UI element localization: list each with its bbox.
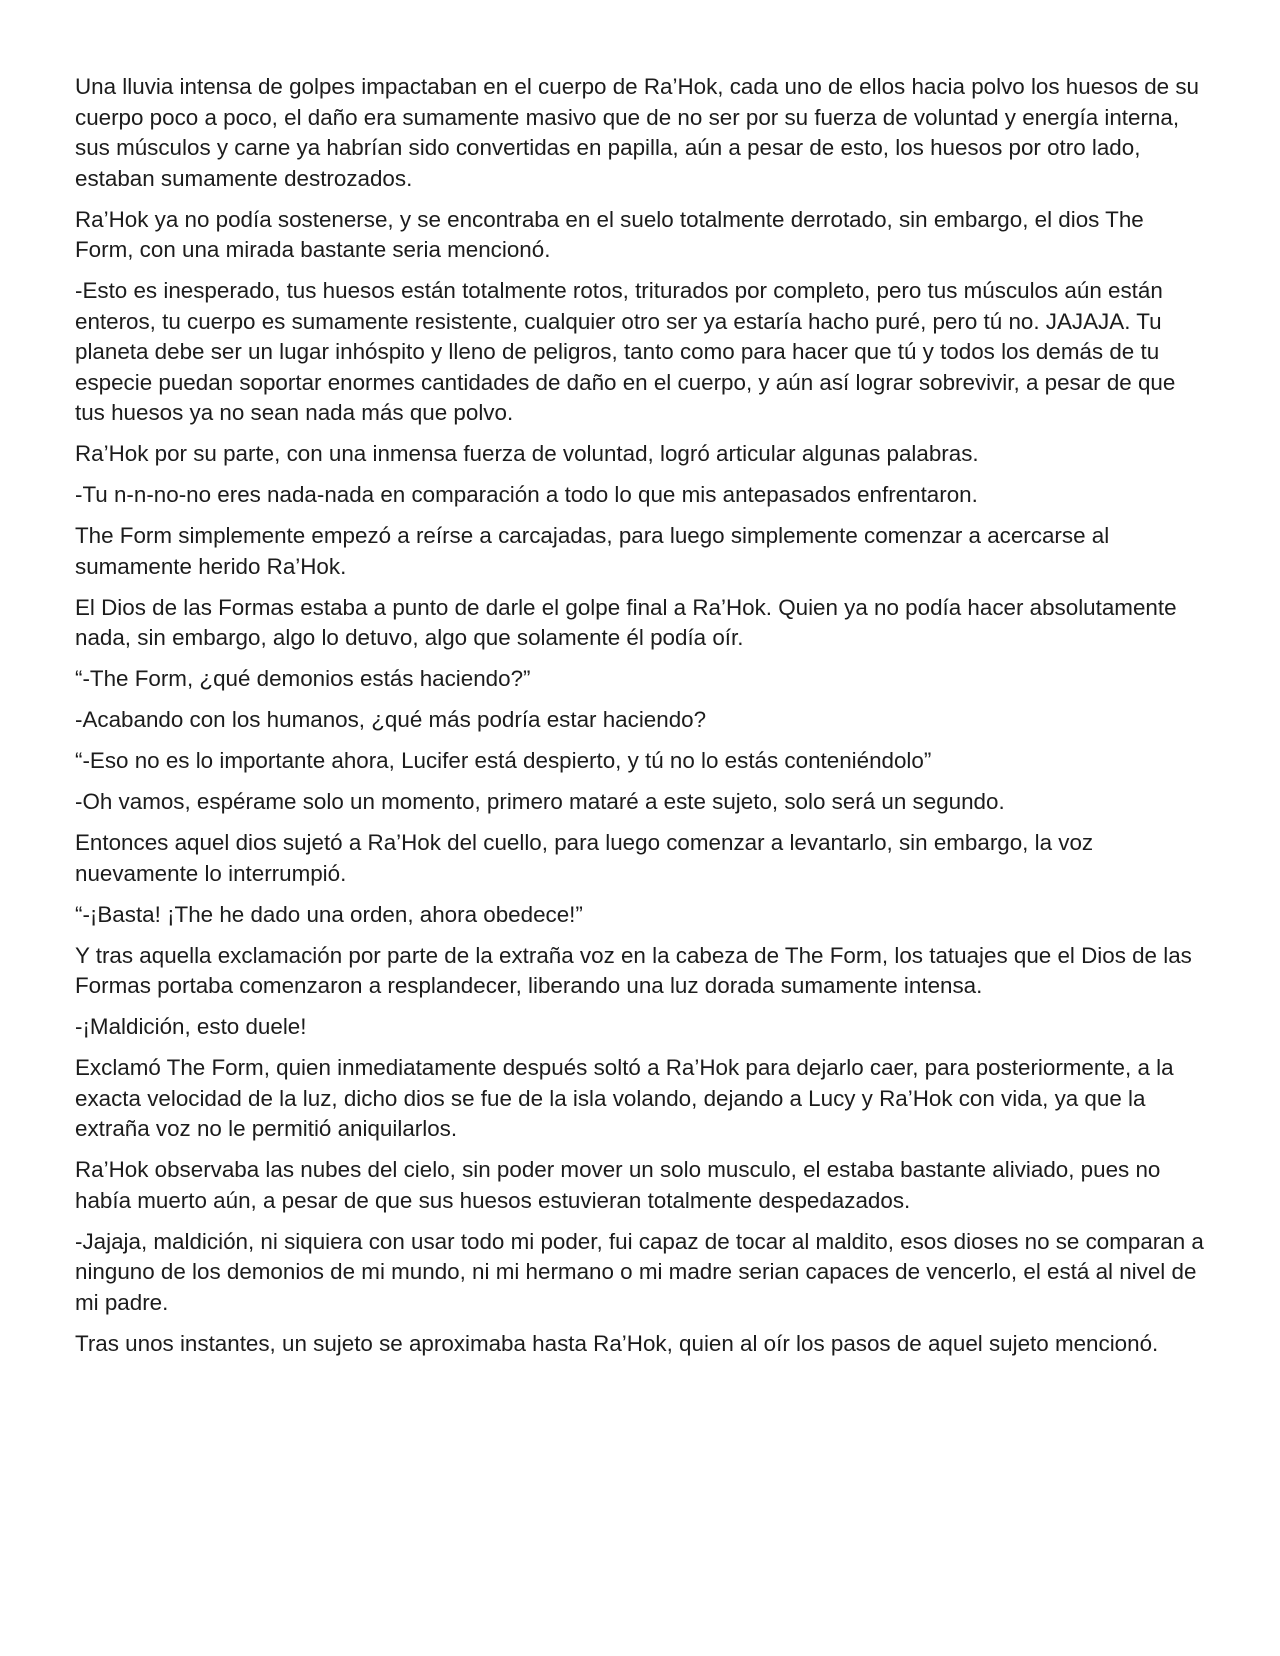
paragraph: -Tu n-n-no-no eres nada-nada en comparación a todo lo que mis antepasados enfrentaron. [75, 482, 978, 507]
paragraph: Ra’Hok por su parte, con una inmensa fuerza de voluntad, logró articular algunas palabras. [75, 441, 979, 466]
paragraph: -¡Maldición, esto duele! [75, 1014, 307, 1039]
paragraph: The Form simplemente empezó a reírse a carcajadas, para luego simplemente comenzar a acercarse al sumamente herido Ra’Hok. [75, 523, 1110, 579]
paragraph: -Oh vamos, espérame solo un momento, primero mataré a este sujeto, solo será un segundo. [75, 789, 1005, 814]
paragraph: Tras unos instantes, un sujeto se aproximaba hasta Ra’Hok, quien al oír los pasos de aquel sujeto mencionó. [75, 1330, 1159, 1356]
paragraph: -Acabando con los humanos, ¿qué más podría estar haciendo? [75, 707, 707, 732]
paragraph: Exclamó The Form, quien inmediatamente después soltó a Ra’Hok para dejarlo caer, para posteriormente, a la exacta velocidad de la luz, dicho dios se fue de la isla volando, dejando a Lucy y Ra’Hok con vida, ya que la extraña voz no le permitió aniquilarlos. [75, 1055, 1174, 1141]
paragraph: “-Eso no es lo importante ahora, Lucifer está despierto, y tú no lo estás conteniéndolo” [75, 748, 932, 773]
paragraph: -Esto es inesperado, tus huesos están totalmente rotos, triturados por completo, pero tus músculos aún están enteros, tu cuerpo es sumamente resistente, cualquier otro ser ya estaría hacho puré, pero tú no. JAJAJA. Tu planeta debe ser un lugar inhóspito y lleno de peligros, tanto como para hacer que tú y todos los demás de tu especie puedan soportar enormes cantidades de daño en el cuerpo, y aún así lograr sobrevivir, a pesar de que tus huesos ya no sean nada más que polvo. [75, 278, 1176, 425]
paragraph: El Dios de las Formas estaba a punto de darle el golpe final a Ra’Hok. Quien ya no podía hacer absolutamente nada, sin embargo, algo lo detuvo, algo que solamente él podía oír. [75, 594, 1177, 650]
paragraph: Ra’Hok ya no podía sostenerse, y se encontraba en el suelo totalmente derrotado, sin embargo, el dios The Form, con una mirada bastante seria mencionó. [75, 206, 1144, 262]
paragraph: -Jajaja, maldición, ni siquiera con usar todo mi poder, fui capaz de tocar al maldito, esos dioses no se comparan a ninguno de los demonios de mi mundo, ni mi hermano o mi madre serian capaces de vencerlo, el está al nivel de mi padre. [75, 1228, 1204, 1315]
paragraph: Entonces aquel dios sujetó a Ra’Hok del cuello, para luego comenzar a levantarlo, sin embargo, la voz nuevamente lo interrumpió. [75, 830, 1094, 886]
document-page [75, 72, 1205, 1370]
paragraph: “-The Form, ¿qué demonios estás haciendo?” [75, 666, 531, 691]
paragraph: Una lluvia intensa de golpes impactaban en el cuerpo de Ra’Hok, cada uno de ellos hacia polvo los huesos de su cuerpo poco a poco, el daño era sumamente masivo que de no ser por su fuerza de voluntad y energía interna, sus músculos y carne ya habrían sido convertidas en papilla, aún a pesar de esto, los huesos por otro lado, estaban sumamente destrozados. [75, 74, 1199, 191]
paragraph: Ra’Hok observaba las nubes del cielo, sin poder mover un solo musculo, el estaba bastante aliviado, pues no había muerto aún, a pesar de que sus huesos estuvieran totalmente despedazados. [75, 1157, 1161, 1213]
paragraph: “-¡Basta! ¡The he dado una orden, ahora obedece!” [75, 901, 583, 927]
paragraph: Y tras aquella exclamación por parte de la extraña voz en la cabeza de The Form, los tatuajes que el Dios de las Formas portaba comenzaron a resplandecer, liberando una luz dorada sumamente intensa. [75, 942, 1192, 998]
